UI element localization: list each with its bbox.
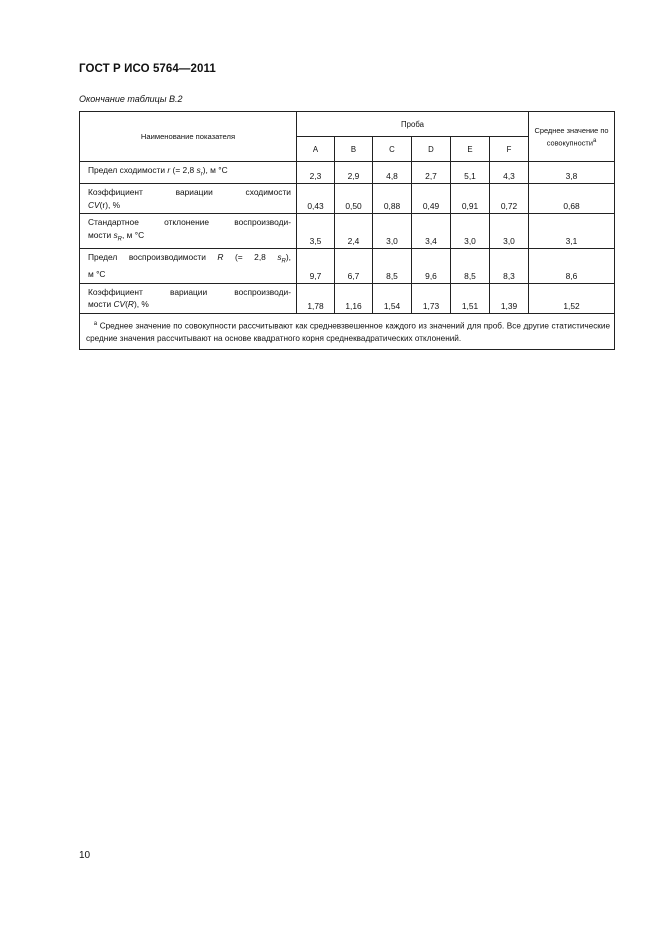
header-sample-c: C (373, 137, 412, 162)
table-cell: 0,91 (451, 184, 490, 214)
table-cell: 0,72 (490, 184, 529, 214)
table-cell: 1,16 (335, 283, 373, 313)
row-label: Коэффициент вариации воспроизводи- мости CV(R), % (80, 283, 297, 313)
table-cell: 1,54 (373, 283, 412, 313)
table-cell: 1,51 (451, 283, 490, 313)
table-cell: 0,50 (335, 184, 373, 214)
table-row (80, 283, 615, 313)
header-sample-d: D (412, 137, 451, 162)
table-row (80, 162, 615, 184)
table-cell-mean: 0,68 (529, 184, 615, 214)
table-row (80, 248, 615, 283)
table-cell: 3,0 (373, 214, 412, 249)
row-label: Коэффициент вариации сходимости CV(r), % (80, 184, 297, 214)
table-cell: 3,0 (490, 214, 529, 249)
table-cell: 9,6 (412, 248, 451, 283)
table-cell: 5,1 (451, 162, 490, 184)
header-sample-a: A (297, 137, 335, 162)
table-cell-mean: 8,6 (529, 248, 615, 283)
table-cell: 4,3 (490, 162, 529, 184)
row-label: Предел воспроизводимости R (= 2,8 $s_R$), м °С (80, 248, 297, 283)
table-cell: 8,5 (451, 248, 490, 283)
header-sample-b: B (335, 137, 373, 162)
footnote-row (80, 313, 615, 350)
table-cell: 0,88 (373, 184, 412, 214)
table-cell: 0,49 (412, 184, 451, 214)
table-cell: 8,3 (490, 248, 529, 283)
table-cell: 3,0 (451, 214, 490, 249)
table-cell: 2,7 (412, 162, 451, 184)
table-cell: 3,5 (297, 214, 335, 249)
table-cell: 1,39 (490, 283, 529, 313)
table-cell: 8,5 (373, 248, 412, 283)
footnote-mark: a (93, 320, 98, 327)
table-row (80, 184, 615, 214)
header-sample-group: Проба (297, 112, 529, 137)
footnote-text: Среднее значение по совокупности рассчитывают как средневзвешенное каждого из значений для проб. Все другие статистические средние значения рассчитывают на основе квадратного корня среднеквадратических отклонений. (86, 321, 611, 344)
table-cell: 2,3 (297, 162, 335, 184)
table-cell: 1,73 (412, 283, 451, 313)
table-row (80, 214, 615, 249)
header-sample-f: F (490, 137, 529, 162)
table-cell-mean: 3,8 (529, 162, 615, 184)
table-cell: 0,43 (297, 184, 335, 214)
table-cell: 1,78 (297, 283, 335, 313)
table-caption: Окончание таблицы В.2 (79, 94, 183, 104)
table-cell: 2,9 (335, 162, 373, 184)
row-label: Стандартное отклонение воспроизводи- мости $s_R$, м °С (80, 214, 297, 249)
table-cell-mean: 3,1 (529, 214, 615, 249)
data-table (79, 111, 615, 350)
header-sample-e: E (451, 137, 490, 162)
table-cell: 2,4 (335, 214, 373, 249)
table-footnote (80, 313, 615, 350)
page-number: 10 (79, 850, 91, 861)
row-label: Предел сходимости r (= 2,8 $s_r$), м °С (80, 162, 297, 184)
header-name: Наименование показателя (80, 112, 297, 162)
table-cell: 3,4 (412, 214, 451, 249)
table-cell: 6,7 (335, 248, 373, 283)
table-cell: 4,8 (373, 162, 412, 184)
table-cell: 9,7 (297, 248, 335, 283)
table-cell-mean: 1,52 (529, 283, 615, 313)
document-header: ГОСТ Р ИСО 5764—2011 (79, 63, 216, 75)
header-mean: Среднее значение по совокупности$^a$ (529, 112, 615, 162)
table-header-row (80, 112, 615, 137)
